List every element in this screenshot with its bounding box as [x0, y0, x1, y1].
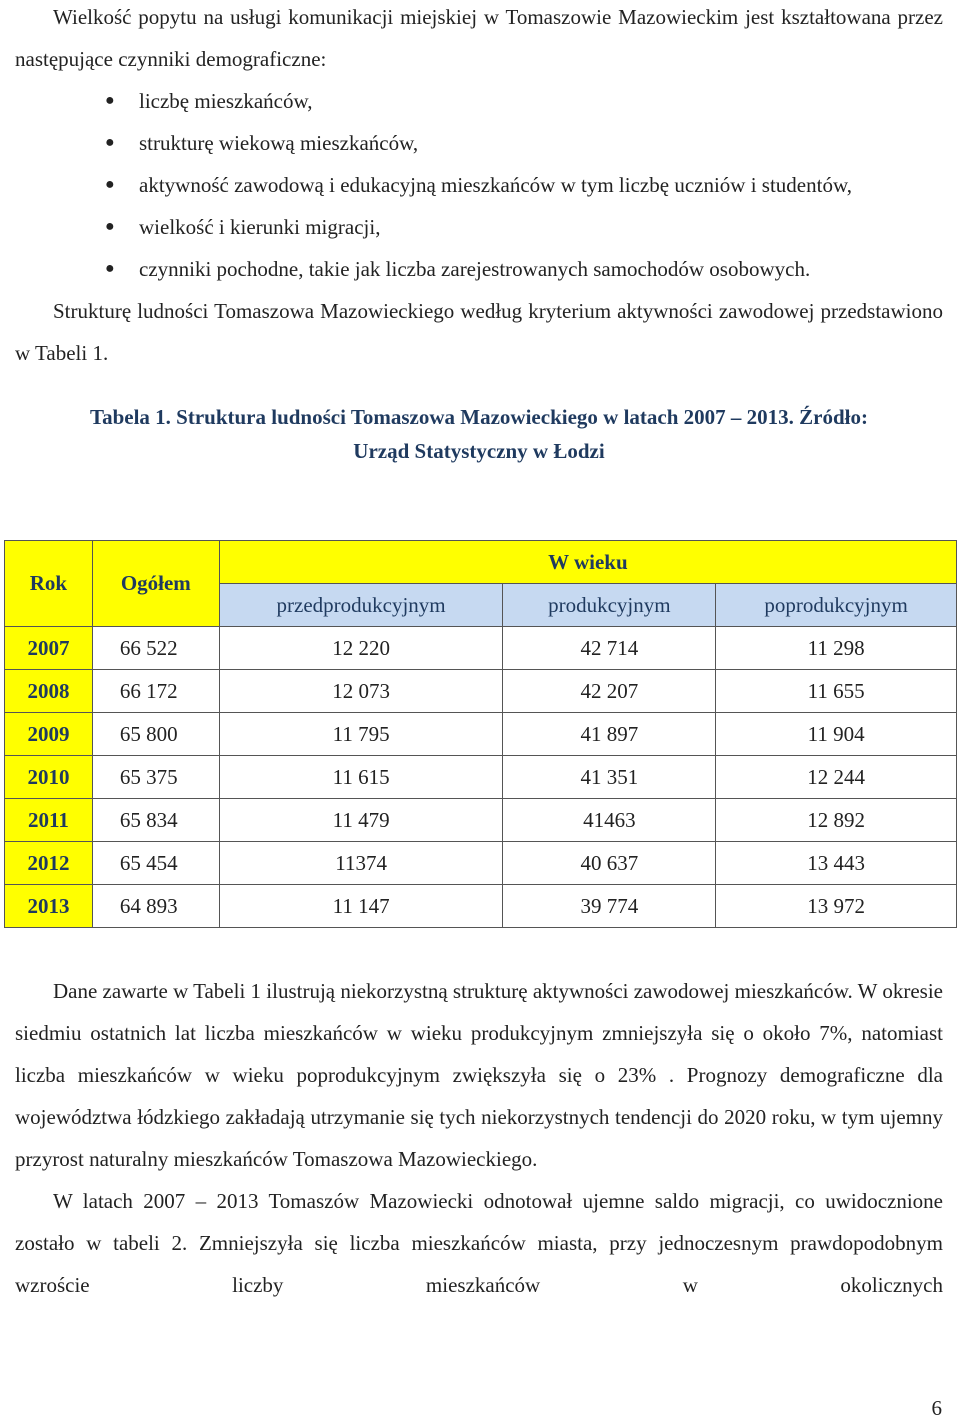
migration-paragraph: W latach 2007 – 2013 Tomaszów Mazowiecki odnotował ujemne saldo migracji, co uwidocznione zostało w tabeli 2. Zmniejszyła się liczba mieszkańców miasta, przy jednoczesnym prawdopodobnym wzroście liczby mieszkańców w okolicznych: [15, 1189, 943, 1297]
list-item: ● liczbę mieszkańców,: [15, 80, 943, 122]
page-number: 6: [931, 1396, 942, 1420]
bullet-icon: ●: [105, 134, 115, 151]
table-row: [5, 885, 957, 928]
cell-pre: 11 479: [219, 799, 503, 842]
table-caption: [15, 400, 943, 468]
list-item: ● strukturę wiekową mieszkańców,: [15, 122, 943, 164]
table-row: [5, 842, 957, 885]
cell-prod: 42 714: [503, 627, 716, 670]
cell-pre: 11 795: [219, 713, 503, 756]
after-table-content: [15, 970, 943, 1306]
cell-prod: 39 774: [503, 885, 716, 928]
bullet-icon: ●: [105, 218, 115, 235]
cell-post: 11 655: [716, 670, 957, 713]
cell-prod: 41 897: [503, 713, 716, 756]
caption-line-2: Urząd Statystyczny w Łodzi: [353, 439, 605, 463]
cell-year: 2013: [5, 885, 93, 928]
header-ogolem: Ogółem: [92, 541, 219, 627]
cell-total: 66 522: [92, 627, 219, 670]
cell-year: 2007: [5, 627, 93, 670]
table-row: [5, 627, 957, 670]
list-item: ● wielkość i kierunki migracji,: [15, 206, 943, 248]
cell-year: 2011: [5, 799, 93, 842]
intro-paragraph: Wielkość popytu na usługi komunikacji miejskiej w Tomaszowie Mazowieckim jest kształtowana przez następujące czynniki demograficzne:: [15, 5, 943, 71]
page-content: [15, 0, 943, 468]
cell-total: 65 454: [92, 842, 219, 885]
structure-paragraph: Strukturę ludności Tomaszowa Mazowieckiego według kryterium aktywności zawodowej przedstawiono w Tabeli 1.: [15, 299, 943, 365]
list-item: ● aktywność zawodową i edukacyjną mieszkańców w tym liczbę uczniów i studentów,: [15, 164, 943, 206]
cell-year: 2010: [5, 756, 93, 799]
header-w-wieku: W wieku: [219, 541, 956, 584]
table-row: [5, 713, 957, 756]
cell-post: 12 892: [716, 799, 957, 842]
cell-pre: 11 615: [219, 756, 503, 799]
bullet-icon: ●: [105, 176, 115, 193]
cell-pre: 12 073: [219, 670, 503, 713]
cell-post: 13 972: [716, 885, 957, 928]
cell-post: 11 904: [716, 713, 957, 756]
cell-year: 2008: [5, 670, 93, 713]
population-table: [4, 540, 957, 928]
cell-pre: 12 220: [219, 627, 503, 670]
analysis-paragraph: Dane zawarte w Tabeli 1 ilustrują niekorzystną strukturę aktywności zawodowej mieszkańców. W okresie siedmiu ostatnich lat liczba mieszkańców w wieku produkcyjnym zmniejszyła się o około 7%, natomiast liczba mieszkańców w wieku poprodukcyjnym zwiększyła się o 23% . Prognozy demograficzne dla województwa łódzkiego zakładają utrzymanie się tych niekorzystnych tendencji do 2020 roku, w tym ujemny przyrost naturalny mieszkańców Tomaszowa Mazowieckiego.: [15, 979, 943, 1171]
cell-total: 66 172: [92, 670, 219, 713]
bullet-icon: ●: [105, 92, 115, 109]
cell-prod: 42 207: [503, 670, 716, 713]
cell-pre: 11 147: [219, 885, 503, 928]
factor-list: [15, 80, 943, 290]
header-przedprodukcyjnym: przedprodukcyjnym: [219, 584, 503, 627]
table-row: [5, 799, 957, 842]
cell-post: 13 443: [716, 842, 957, 885]
cell-pre: 11374: [219, 842, 503, 885]
cell-total: 65 834: [92, 799, 219, 842]
cell-prod: 41 351: [503, 756, 716, 799]
table-row: [5, 670, 957, 713]
caption-line-1: Tabela 1. Struktura ludności Tomaszowa Mazowieckiego w latach 2007 – 2013. Źródło:: [89, 405, 868, 429]
cell-total: 65 375: [92, 756, 219, 799]
cell-total: 64 893: [92, 885, 219, 928]
cell-year: 2012: [5, 842, 93, 885]
header-rok: Rok: [5, 541, 93, 627]
cell-total: 65 800: [92, 713, 219, 756]
header-poprodukcyjnym: poprodukcyjnym: [716, 584, 957, 627]
bullet-icon: ●: [105, 260, 115, 277]
cell-prod: 41463: [503, 799, 716, 842]
table-row: [5, 756, 957, 799]
cell-post: 12 244: [716, 756, 957, 799]
cell-year: 2009: [5, 713, 93, 756]
cell-prod: 40 637: [503, 842, 716, 885]
header-produkcyjnym: produkcyjnym: [503, 584, 716, 627]
cell-post: 11 298: [716, 627, 957, 670]
list-item: ● czynniki pochodne, takie jak liczba zarejestrowanych samochodów osobowych.: [15, 248, 943, 290]
